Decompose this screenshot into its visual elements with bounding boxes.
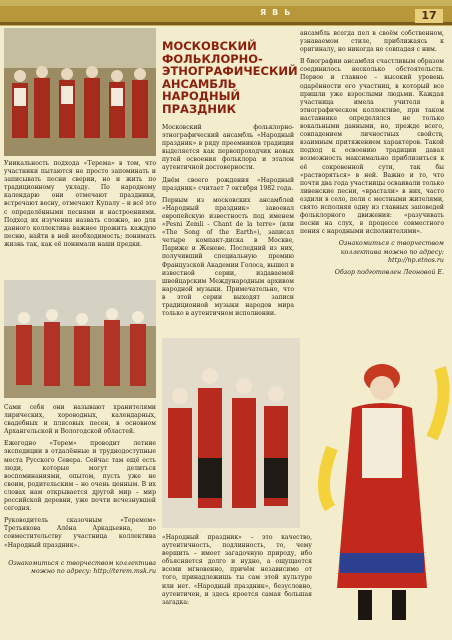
left-caption-paragraph: Уникальность подхода «Терема» в том, что участники пытаются не просто запоминать и записывать песни сверии, но и жить по традиционному укладу. По народному календарю они отмечают праздники, встречают весну, отмечают Купалу – и всё это с определёнными песнями и настроениями. Подход их изучения назвать сложно, но для данного коллектива важнее прожить каждую песню, найти в ней необходимость; понимать жизнь так, как её понимали наши предки. xyxy=(4,160,156,248)
photo-narodny-prazdnik xyxy=(162,338,300,528)
left-credit-link: Ознакомиться с творчеством коллектива можно по адресу: http://terem.msk.ru xyxy=(8,559,156,575)
photo-terem-drawing xyxy=(4,280,156,398)
section-label: ЯВЬ xyxy=(260,8,297,17)
middle-paragraph: Московский фольклорно-этнографический ансамбль «Народный праздник» в ряду преемников традиции выделяется как первопроходчик новых путей освоения фольклора и эталон аутентичной достоверности. xyxy=(162,124,294,172)
bottom-middle-text xyxy=(162,534,312,638)
right-credit-link: Ознакомиться с творчеством коллектива можно по адресу: http://np.etnos.ru xyxy=(338,240,444,264)
right-paragraph: ансамбль всегда пел в своём собственном, узнаваемом стиле, приближаясь к оригиналу, но никогда не совпадая с ним. xyxy=(300,30,444,54)
photo-terem-group xyxy=(4,280,156,398)
photo-dancer xyxy=(312,338,452,640)
left-bottom-paragraph: Сами себя они называют хранителями лирических, хороводных, календарных, свадебных и плясовых песен, в основном Архангельской и Вологодской областей. xyxy=(4,404,156,436)
photo-ensemble-group xyxy=(4,28,156,156)
middle-column-text xyxy=(162,124,294,344)
left-bottom-text xyxy=(4,404,156,640)
middle-paragraph: Первым из московских ансамблей «Народный праздник» завоевал европейскую известность под именем «Pesni Zemli - Chant de la terre» (или «The Song of the Earth»), записал четыре компакт-диска в Москве, Париже и Женеве. Последний из них, получивший специальную премию Французской Академии Голоса, вышел в известной серии, издаваемой швейцарским Международным архивом народной музыки. Примечательно, что в этой серии выходят записи традиционной музыки народов мира только в аутентичном исполнении. xyxy=(162,196,294,318)
header-stripe xyxy=(0,22,452,25)
page-number: 17 xyxy=(415,9,443,23)
header-bar xyxy=(0,0,452,26)
right-column-text xyxy=(300,30,444,277)
photo-center-drawing xyxy=(162,338,300,528)
middle-paragraph: Днём своего рождения «Народный праздник» считает 7 октября 1982 года. xyxy=(162,176,294,192)
article-title: МОСКОВСКИЙ ФОЛЬКЛОРНО-ЭТНОГРАФИЧЕСКИЙ АНСАМБЛЬ НАРОДНЫЙ ПРАЗДНИК xyxy=(162,39,298,116)
photo-dancer-drawing xyxy=(312,338,452,640)
left-caption-text xyxy=(4,160,156,280)
bottom-middle-paragraph: «Народный праздник» – это качество, аутентичность, подлинность, то, чему вершить – имеет загадочную природу, ибо объясняется долго и нудно, а ощущается всеми мгновенно, причём независимо от того, принадлежишь ты сам этой культуре или нет. «Народный праздник», безусловно, аутентичен, и здесь кроется самая большая загадка: xyxy=(162,534,312,606)
header-band xyxy=(0,6,452,22)
right-credit-author: Обзор подготовлен Леоновой Е. xyxy=(334,269,444,277)
left-bottom-paragraph: Ежегодно «Терем» проводит летние экспедиции в отдалённые и труднодоступные места Русского Севера. Сейчас там ещё есть люди, которые могут делиться воспоминаниями, опытом, пусть уже не своим, родительским – но очень ценным. В их словах нам открывается другой мир – мир российской деревни, уже почти исчезнувшей сегодня. xyxy=(4,440,156,513)
right-paragraph: В биографии ансамбля счастливым образом соединилось несколько обстоятельств. Первое и главное – высокий уровень одарённости его участниц, в который все пришли уже взрослыми людьми. Каждая участница имела учителя в этнографическом коллективе, при таком наставнике определялся не только вокальными данными, но, прежде всего, совпадением личностных свойств, взаимным притяжением характеров. Такой подход к освоению традиции давал возможность максимально приблизиться к её сокровенной сути, так бы «растворяться» в ней. Важно и то, что почти два года участницы осваивали только ливенские песни, «врастали» в них, часто ездили в село, пели с местными жителями, свято исполняя одну из главных заповедей фольклорного движения: «разучивать песни на слух, в процессе совместного пения с народными исполнителями». xyxy=(300,58,444,236)
photo-ensemble-group-drawing xyxy=(4,28,156,156)
left-bottom-paragraph: Руководитель сказочным «Теремом» Третьякова Алёна Аркадьевна, по совместительству участница коллектива «Народный праздник». xyxy=(4,517,156,549)
